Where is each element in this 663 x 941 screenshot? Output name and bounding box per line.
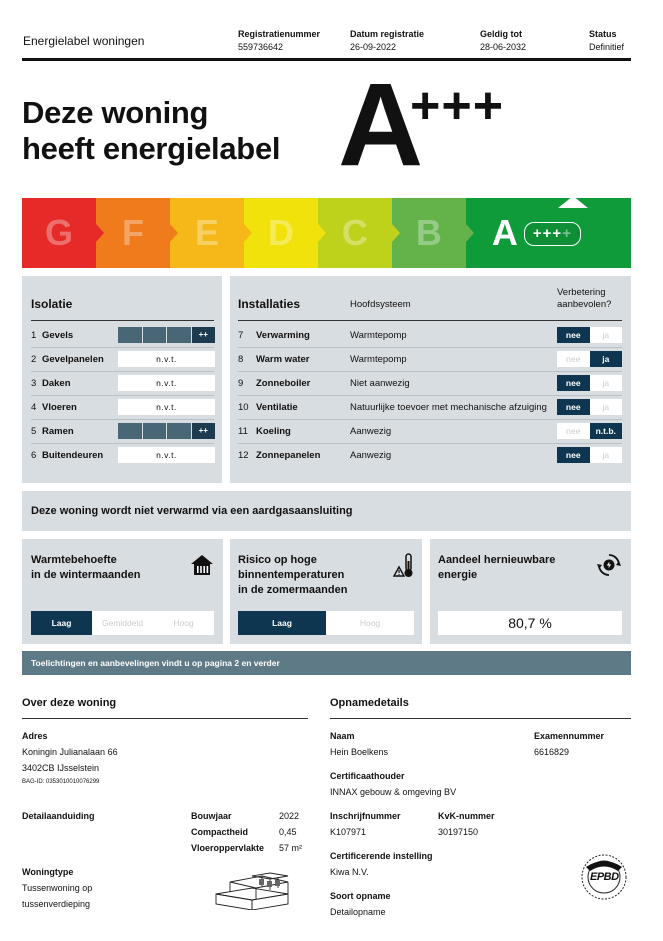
kvk-label: KvK-nummer <box>438 811 495 821</box>
renewable-cycle-icon <box>596 552 622 578</box>
epbd-logo <box>580 853 628 901</box>
geldig-block <box>480 28 526 54</box>
soort-label: Soort opname <box>330 891 391 901</box>
energy-class-letter: D <box>267 212 294 253</box>
naam-value: Hein Boelkens <box>330 747 389 757</box>
risico-title <box>238 553 347 598</box>
installatie-row-label: Verwarming <box>256 330 310 341</box>
hernieuwbaar-title-line-2: energie <box>438 569 478 581</box>
energy-class-letter: G <box>44 212 73 253</box>
datum-block <box>350 28 424 54</box>
instelling-value: Kiwa N.V. <box>330 867 369 877</box>
isolatie-nvt <box>118 447 215 463</box>
verbetering-header-line-2: aanbevolen? <box>557 299 612 310</box>
hoofdsysteem-header: Hoofdsysteem <box>350 299 411 310</box>
verbetering-header <box>557 287 611 311</box>
isolatie-row-label: Ramen <box>42 426 74 437</box>
verbetering-right: ja <box>590 447 623 463</box>
energy-class-notch <box>170 224 178 242</box>
isolatie-row-label: Vloeren <box>42 402 77 413</box>
installatie-row-system: Aanwezig <box>350 450 392 461</box>
bouwjaar-label: Bouwjaar <box>191 811 232 821</box>
compactheid-label: Compactheid <box>191 827 249 837</box>
isolatie-row-number: 5 <box>31 426 37 437</box>
installatie-row-system: Warmtepomp <box>350 330 407 341</box>
isolatie-row-divider <box>31 395 214 396</box>
energy-class-notch <box>96 224 104 242</box>
epbd-logo-text: EPBD <box>590 871 619 883</box>
adres-line-1: Koningin Julianalaan 66 <box>22 747 118 757</box>
installatie-row-system: Natuurlijke toevoer met mechanische afzuiging <box>350 402 547 413</box>
installaties-rule <box>238 320 622 321</box>
vloeroppervlakte-label: Vloeroppervlakte <box>191 843 265 853</box>
verbetering-toggle <box>557 399 622 415</box>
installatie-row-divider <box>238 371 622 372</box>
installatie-row-number: 7 <box>238 330 244 341</box>
installatie-row-label: Warm water <box>256 354 310 365</box>
risico-title-line-2: binnentemperaturen <box>238 569 345 581</box>
isolatie-row-number: 4 <box>31 402 37 413</box>
adres-line-2: 3402CB IJsselstein <box>22 763 100 773</box>
energy-class-letter: A <box>491 212 518 253</box>
scale-cell <box>118 327 143 343</box>
scale-cell <box>143 423 168 439</box>
verbetering-left: nee <box>557 351 590 367</box>
woning-title: Over deze woning <box>22 697 117 709</box>
registratienummer-value: 559736642 <box>238 42 284 52</box>
installaties-title: Installaties <box>238 297 301 311</box>
compactheid-value: 0,45 <box>279 827 297 837</box>
nvt-value: n.v.t. <box>156 402 177 412</box>
building-icon <box>212 866 292 910</box>
energy-class-d <box>244 198 318 268</box>
risico-level: Hoog <box>326 611 414 635</box>
installatie-row-system: Aanwezig <box>350 426 392 437</box>
nvt-value: n.v.t. <box>156 378 177 388</box>
datum-label: Datum registratie <box>350 29 425 39</box>
warmtebehoefte-level: Hoog <box>153 611 214 635</box>
energy-class-letter: E <box>194 212 219 253</box>
adres-label: Adres <box>22 731 48 741</box>
isolatie-nvt <box>118 399 215 415</box>
header-rule <box>22 58 631 61</box>
verbetering-left: nee <box>557 327 590 343</box>
thermometer-warning-icon <box>393 553 417 579</box>
energy-class-c <box>318 198 392 268</box>
woningtype-label: Woningtype <box>22 867 74 877</box>
kvk-value: 30197150 <box>438 827 479 837</box>
risico-title-line-1: Risico op hoge <box>238 554 317 566</box>
warmtebehoefte-title-line-1: Warmtebehoefte <box>31 554 117 566</box>
gas-notice-text: Deze woning wordt niet verwarmd via een aardgasaansluiting <box>31 505 353 517</box>
pointer-icon <box>558 196 588 208</box>
energy-class-f <box>96 198 170 268</box>
headline <box>22 95 280 167</box>
risico-title-line-3: in de zomermaanden <box>238 584 348 596</box>
risico-levels <box>238 611 414 635</box>
verbetering-toggle <box>557 327 622 343</box>
certificaathouder-label: Certificaathouder <box>330 771 405 781</box>
scale-cell <box>143 327 168 343</box>
label-plus: +++ <box>410 77 505 135</box>
vloeroppervlakte-value: 57 m² <box>279 843 303 853</box>
isolatie-row-number: 6 <box>31 450 37 461</box>
pill-dim-text: + <box>562 225 572 242</box>
inschrijfnummer-value: K107971 <box>330 827 367 837</box>
installatie-row-divider <box>238 419 622 420</box>
energy-class-letter: C <box>341 212 368 253</box>
notebar: Toelichtingen en aanbevelingen vindt u op pagina 2 en verder <box>22 651 631 675</box>
scale-cell <box>118 423 143 439</box>
warmtebehoefte-levels <box>31 611 214 635</box>
installatie-row-divider <box>238 347 622 348</box>
headline-line-1: Deze woning <box>22 95 209 130</box>
status-value: Definitief <box>589 42 625 52</box>
hernieuwbaar-title <box>438 553 555 583</box>
verbetering-right: n.t.b. <box>590 423 623 439</box>
nvt-value: n.v.t. <box>156 354 177 364</box>
energy-class-notch <box>466 224 474 242</box>
pill-bright-text: +++ <box>532 225 563 242</box>
isolatie-nvt <box>118 351 215 367</box>
installatie-row-number: 10 <box>238 402 249 413</box>
isolatie-row-divider <box>31 443 214 444</box>
verbetering-left: nee <box>557 447 590 463</box>
registratienummer-label: Registratienummer <box>238 29 321 39</box>
hernieuwbaar-title-line-1: Aandeel hernieuwbare <box>438 554 556 566</box>
nvt-value: n.v.t. <box>156 450 177 460</box>
scale-cell-value: ++ <box>192 423 216 439</box>
verbetering-header-line-1: Verbetering <box>557 287 606 298</box>
energy-class-notch <box>318 224 326 242</box>
installatie-row-label: Ventilatie <box>256 402 298 413</box>
energy-class-b <box>392 198 466 268</box>
energy-class-e <box>170 198 244 268</box>
isolatie-row-label: Daken <box>42 378 71 389</box>
installatie-row-system: Niet aanwezig <box>350 378 410 389</box>
hernieuwbaar-value: 80,7 % <box>438 611 622 635</box>
status-block <box>589 28 624 54</box>
installatie-row-label: Zonnepanelen <box>256 450 321 461</box>
warmtebehoefte-title <box>31 553 140 583</box>
scale-cell <box>167 327 192 343</box>
energy-class-g <box>22 198 96 268</box>
isolatie-row-divider <box>31 419 214 420</box>
installatie-row-label: Koeling <box>256 426 291 437</box>
warmtebehoefte-title-line-2: in de wintermaanden <box>31 569 141 581</box>
energy-class-letter: F <box>121 212 144 253</box>
installatie-row-number: 9 <box>238 378 244 389</box>
woningtype-line-1: Tussenwoning op <box>22 883 93 893</box>
warmtebehoefte-level: Gemiddeld <box>92 611 153 635</box>
scale-cell <box>167 423 192 439</box>
isolatie-row-label: Gevels <box>42 330 74 341</box>
warmtebehoefte-level: Laag <box>31 611 92 635</box>
verbetering-right: ja <box>590 399 623 415</box>
status-label: Status <box>589 29 617 39</box>
isolatie-row-divider <box>31 371 214 372</box>
headline-line-2: heeft energielabel <box>22 131 281 166</box>
naam-label: Naam <box>330 731 355 741</box>
soort-value: Detailopname <box>330 907 386 917</box>
isolatie-nvt <box>118 375 215 391</box>
datum-value: 26-09-2022 <box>350 42 397 52</box>
isolatie-row-number: 2 <box>31 354 37 365</box>
installatie-row-divider <box>238 395 622 396</box>
energy-scale <box>22 198 631 268</box>
energy-class-letter: B <box>415 212 442 253</box>
registratienummer-block <box>238 28 320 54</box>
examen-value: 6616829 <box>534 747 570 757</box>
verbetering-left: nee <box>557 399 590 415</box>
scale-cell-value: ++ <box>192 327 216 343</box>
woningtype-line-2: tussenverdieping <box>22 899 91 909</box>
energy-class-notch <box>244 224 252 242</box>
installatie-row-label: Zonneboiler <box>256 378 311 389</box>
examen-label: Examennummer <box>534 731 605 741</box>
house-heating-icon <box>190 554 214 576</box>
isolatie-row-label: Buitendeuren <box>42 450 104 461</box>
certificaathouder-value: INNAX gebouw & omgeving BV <box>330 787 457 797</box>
bag-id: BAG-ID: 0353010010076299 <box>22 779 100 785</box>
isolatie-row-number: 1 <box>31 330 37 341</box>
isolatie-title: Isolatie <box>31 297 73 311</box>
verbetering-toggle <box>557 447 622 463</box>
isolatie-row-divider <box>31 347 214 348</box>
installatie-row-number: 11 <box>238 426 248 437</box>
woning-rule <box>22 718 308 719</box>
geldig-label: Geldig tot <box>480 29 522 39</box>
verbetering-toggle <box>557 375 622 391</box>
energy-plus-pill <box>524 222 581 246</box>
verbetering-toggle <box>557 423 622 439</box>
verbetering-right: ja <box>590 327 623 343</box>
document-title: Energielabel woningen <box>23 34 145 48</box>
geldig-value: 28-06-2032 <box>480 42 527 52</box>
energy-class-notch <box>392 224 400 242</box>
detail-label: Detailaanduiding <box>22 811 95 821</box>
isolatie-row-label: Gevelpanelen <box>42 354 104 365</box>
energy-class-a <box>466 198 631 268</box>
verbetering-right: ja <box>590 375 623 391</box>
bouwjaar-value: 2022 <box>279 811 300 821</box>
inschrijfnummer-label: Inschrijfnummer <box>330 811 401 821</box>
installatie-row-system: Warmtepomp <box>350 354 407 365</box>
label-letter: A <box>338 59 421 191</box>
instelling-label: Certificerende instelling <box>330 851 433 861</box>
installatie-row-number: 12 <box>238 450 249 461</box>
isolatie-row-number: 3 <box>31 378 37 389</box>
isolatie-scale <box>118 423 215 439</box>
isolatie-rule <box>31 320 214 321</box>
isolatie-scale <box>118 327 215 343</box>
installatie-row-divider <box>238 443 622 444</box>
verbetering-right: ja <box>590 351 623 367</box>
opname-title: Opnamedetails <box>330 697 409 709</box>
installatie-row-number: 8 <box>238 354 244 365</box>
verbetering-toggle <box>557 351 622 367</box>
opname-rule <box>330 718 631 719</box>
verbetering-left: nee <box>557 375 590 391</box>
verbetering-left: nee <box>557 423 590 439</box>
risico-level: Laag <box>238 611 326 635</box>
